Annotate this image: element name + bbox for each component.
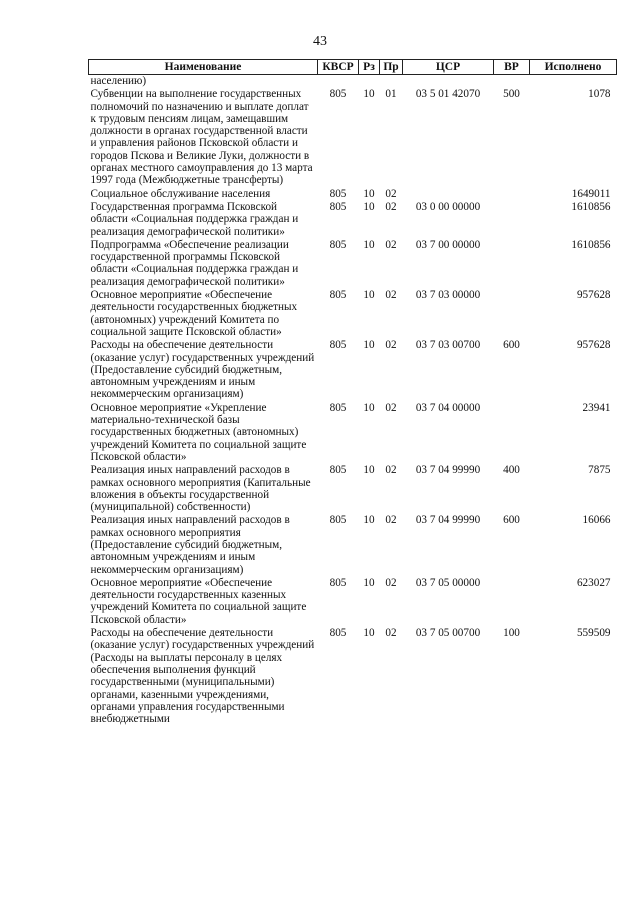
cell-isp: 7875: [588, 464, 611, 477]
cell-name: населению): [90, 75, 147, 87]
cell-isp: 1610856: [571, 200, 611, 213]
cell-isp: 957628: [576, 339, 611, 352]
cell-rz: 10: [363, 514, 375, 527]
table-row: [89, 201, 617, 239]
cell-name: Государственная программа Псковской области «Социальная поддержка граждан и реализация демографической политики»: [90, 200, 299, 238]
cell-pr: 02: [385, 514, 397, 527]
page-number: 43: [313, 34, 327, 49]
cell-csr: [403, 188, 494, 201]
cell-vr: [494, 289, 530, 339]
cell-name: Реализация иных направлений расходов в рамках основного мероприятия (Капитальные вложения в объекты государственной (муниципальной) собственности): [90, 464, 311, 514]
cell-pr: 02: [385, 238, 397, 251]
table-body: [89, 75, 617, 727]
cell-rz: 10: [363, 339, 375, 352]
cell-vr: [494, 402, 530, 464]
cell-csr: 03 7 05 00000: [415, 576, 481, 589]
cell-kvsr: 805: [329, 200, 347, 213]
cell-kvsr: 805: [329, 339, 347, 352]
cell-csr: 03 5 01 42070: [415, 88, 481, 101]
cell-isp: 957628: [576, 289, 611, 302]
cell-rz: 10: [363, 200, 375, 213]
cell-pr: 02: [385, 187, 397, 200]
cell-name: Основное мероприятие «Обеспечение деятельности государственных казенных учреждений Комитета по социальной защите Псковской области»: [90, 576, 307, 626]
cell-name: Расходы на обеспечение деятельности (оказание услуг) государственных учреждений (Предоставление субсидий бюджетным, автономным учреждениям и иным некоммерческим организациям): [90, 339, 315, 401]
cell-csr: 03 7 03 00000: [415, 289, 481, 302]
table-row: [89, 75, 617, 89]
table-row: [89, 188, 617, 201]
cell-pr: 02: [385, 289, 397, 302]
header-kvsr: КВСР: [318, 60, 359, 75]
cell-vr: 500: [503, 88, 520, 101]
cell-csr: 03 7 04 99990: [415, 464, 481, 477]
cell-rz: 10: [363, 576, 375, 589]
cell-pr: 02: [385, 339, 397, 352]
cell-rz: 10: [363, 627, 375, 640]
cell-kvsr: 805: [329, 88, 347, 101]
cell-vr: 100: [503, 627, 520, 640]
cell-name: Основное мероприятие «Обеспечение деятельности государственных бюджетных (автономных) учреждений Комитета по социальной защите Псковской области»: [90, 289, 298, 338]
header-vr: ВР: [494, 60, 530, 75]
cell-name: Основное мероприятие «Укрепление материально-технической базы государственных бюджетных (автономных) учреждений Комитета по социальной защите Псковской области»: [90, 401, 307, 463]
cell-kvsr: 805: [329, 289, 347, 302]
cell-rz: 10: [363, 464, 375, 477]
table-row: [89, 339, 617, 401]
table-row: [89, 627, 617, 726]
header-row: [89, 60, 617, 75]
cell-vr: [494, 201, 530, 239]
cell-vr: 600: [503, 339, 520, 352]
cell-isp: [530, 75, 617, 89]
cell-csr: 03 7 04 00000: [415, 401, 481, 414]
table-row: [89, 514, 617, 576]
cell-isp: 16066: [582, 514, 611, 527]
cell-pr: [380, 75, 403, 89]
cell-csr: 03 7 00 00000: [415, 238, 481, 251]
cell-pr: 02: [385, 200, 397, 213]
cell-kvsr: 805: [329, 238, 347, 251]
cell-kvsr: 805: [329, 464, 347, 477]
cell-name: Реализация иных направлений расходов в рамках основного мероприятия (Предоставление субсидий бюджетным, автономным учреждениям и иным некоммерческим организациям): [90, 514, 290, 576]
cell-vr: 600: [503, 514, 520, 527]
cell-pr: 01: [385, 88, 397, 101]
cell-pr: 02: [385, 576, 397, 589]
table-row: [89, 289, 617, 339]
cell-csr: [403, 75, 494, 89]
cell-name: Субвенции на выполнение государственных полномочий по назначению и выплате доплат к трудовым пенсиям лицам, замещавшим должности в органах государственной власти и управления районов Псковской области и городов Пскова и Великие Луки, должности в органах местного самоуправления до 13 марта 1997 года (Межбюджетные трансферты): [90, 88, 313, 187]
cell-isp: 623027: [576, 576, 611, 589]
cell-isp: 1649011: [571, 187, 611, 200]
cell-isp: 559509: [576, 627, 611, 640]
cell-name: Расходы на обеспечение деятельности (оказание услуг) государственных учреждений (Расходы на выплаты персоналу в целях обеспечения выполнения функций государственными (муниципальными) органами, казенными учреждениями, органами управления государственными внебюджетными: [90, 627, 315, 726]
table-row: [89, 464, 617, 514]
budget-table: [88, 59, 617, 726]
cell-vr: [494, 188, 530, 201]
cell-rz: 10: [363, 88, 375, 101]
cell-csr: 03 7 04 99990: [415, 514, 481, 527]
cell-csr: 03 7 05 00700: [415, 627, 481, 640]
header-csr: ЦСР: [403, 60, 494, 75]
cell-pr: 02: [385, 464, 397, 477]
table-row: [89, 402, 617, 464]
cell-pr: 02: [385, 401, 397, 414]
header-rz: Рз: [359, 60, 380, 75]
cell-csr: 03 0 00 00000: [415, 200, 481, 213]
cell-isp: 1078: [588, 88, 611, 101]
cell-vr: [494, 75, 530, 89]
cell-name: Подпрограмма «Обеспечение реализации государственной программы Псковской области «Социальная поддержка граждан и реализация демографической политики»: [90, 238, 299, 288]
cell-kvsr: [318, 75, 359, 89]
header-isp: Исполнено: [530, 60, 617, 75]
header-pr: Пр: [380, 60, 403, 75]
header-name: Наименование: [89, 60, 318, 75]
cell-kvsr: 805: [329, 187, 347, 200]
cell-rz: 10: [363, 289, 375, 302]
cell-name: Социальное обслуживание населения: [90, 187, 271, 200]
table-row: [89, 239, 617, 289]
table-row: [89, 88, 617, 187]
cell-csr: 03 7 03 00700: [415, 339, 481, 352]
cell-pr: 02: [385, 627, 397, 640]
cell-isp: 23941: [582, 401, 611, 414]
cell-rz: 10: [363, 238, 375, 251]
cell-vr: [494, 239, 530, 289]
cell-isp: 1610856: [571, 238, 611, 251]
cell-kvsr: 805: [329, 627, 347, 640]
cell-rz: [359, 75, 380, 89]
cell-vr: 400: [503, 464, 520, 477]
cell-kvsr: 805: [329, 514, 347, 527]
cell-kvsr: 805: [329, 576, 347, 589]
cell-rz: 10: [363, 187, 375, 200]
cell-vr: [494, 577, 530, 627]
table-row: [89, 577, 617, 627]
cell-kvsr: 805: [329, 401, 347, 414]
cell-rz: 10: [363, 401, 375, 414]
